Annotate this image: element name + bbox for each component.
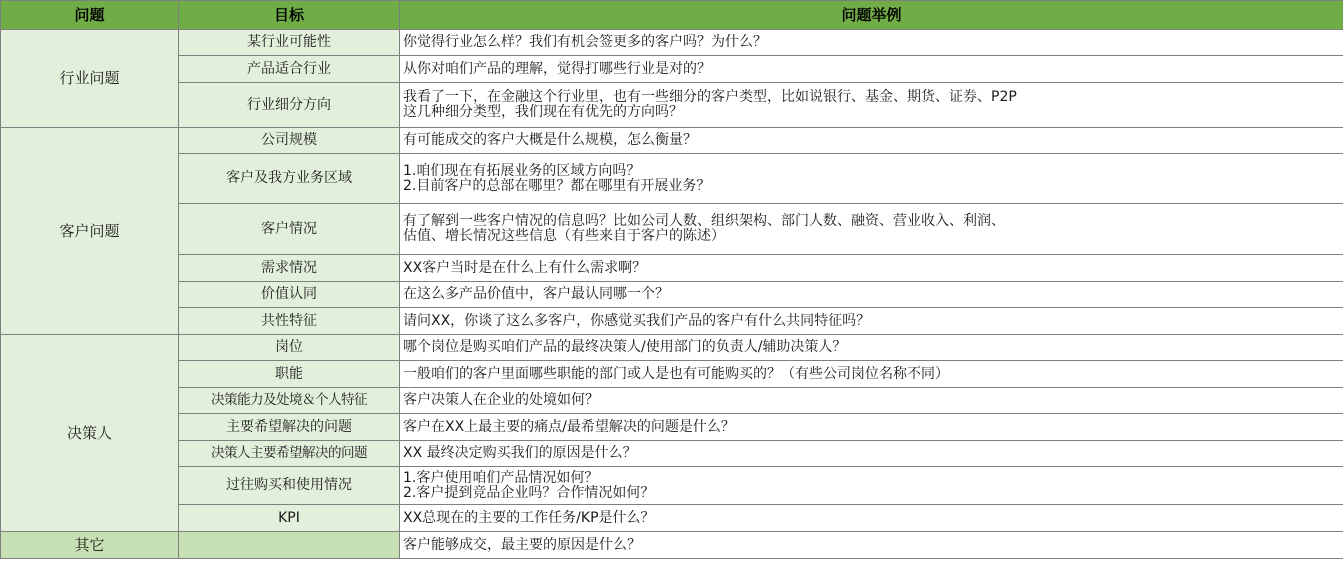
- question-cell: [400, 335, 1343, 361]
- goal-cell: 岗位: [179, 335, 400, 361]
- goal-cell: 决策能力及处境＆个人特征: [179, 388, 400, 414]
- goal-cell: 客户及我方业务区域: [179, 154, 400, 204]
- category-cell: 行业问题: [1, 30, 179, 128]
- question-line: 1.客户使用咱们产品情况如何？: [403, 469, 599, 486]
- question-cell: [400, 128, 1343, 154]
- table-row: [1, 154, 1343, 204]
- question-line: 客户能够成交，最主要的原因是什么？: [403, 536, 641, 553]
- question-line: XX总现在的主要的工作任务/KP是什么？: [403, 509, 655, 526]
- question-line: 估值、增长情况这些信息（有些来自于客户的陈述）: [403, 228, 725, 244]
- goal-cell: 行业细分方向: [179, 83, 400, 128]
- goal-cell: 主要希望解决的问题: [179, 414, 400, 441]
- question-cell: [400, 204, 1343, 255]
- question-cell: [400, 441, 1343, 467]
- goal-cell: 某行业可能性: [179, 30, 400, 56]
- table-row: [1, 335, 1343, 361]
- question-line: 2.目前客户的总部在哪里？都在哪里有开展业务？: [403, 177, 711, 194]
- table-row: [1, 441, 1343, 467]
- header-goal: 目标: [179, 1, 400, 30]
- goal-cell: 公司规模: [179, 128, 400, 154]
- question-cell: [400, 361, 1343, 388]
- table-row: [1, 30, 1343, 56]
- question-line: 一般咱们的客户里面哪些职能的部门或人是也有可能购买的？（有些公司岗位名称不同）: [403, 365, 949, 382]
- question-line: 请问XX，你谈了这么多客户，你感觉买我们产品的客户有什么共同特征吗？: [403, 312, 871, 329]
- question-line: 2.客户提到竞品企业吗？合作情况如何？: [403, 484, 655, 501]
- question-line: XX客户当时是在什么上有什么需求啊？: [403, 259, 647, 276]
- goal-cell: 产品适合行业: [179, 56, 400, 83]
- question-cell: [400, 388, 1343, 414]
- question-cell: [400, 505, 1343, 532]
- question-line: 这几种细分类型，我们现在有优先的方向吗？: [403, 104, 683, 120]
- goal-cell: 价值认同: [179, 282, 400, 308]
- table-row: [1, 128, 1343, 154]
- table-row: [1, 505, 1343, 532]
- table-row: [1, 467, 1343, 505]
- question-cell: [400, 532, 1343, 559]
- goal-cell: 过往购买和使用情况: [179, 467, 400, 505]
- category-cell: 决策人: [1, 335, 179, 532]
- question-line: 有可能成交的客户大概是什么规模，怎么衡量？: [403, 132, 697, 148]
- question-cell: [400, 467, 1343, 505]
- question-line: 你觉得行业怎么样？我们有机会签更多的客户吗？为什么？: [403, 34, 767, 50]
- table-row: [1, 388, 1343, 414]
- question-cell: [400, 255, 1343, 282]
- question-cell: [400, 282, 1343, 308]
- question-line: 1.咱们现在有拓展业务的区域方向吗？: [403, 162, 641, 179]
- goal-cell: 职能: [179, 361, 400, 388]
- table-row: [1, 532, 1343, 559]
- table-row: [1, 414, 1343, 441]
- goal-cell: 共性特征: [179, 308, 400, 335]
- table-row: [1, 361, 1343, 388]
- table-row: [1, 282, 1343, 308]
- table-row: [1, 308, 1343, 335]
- goal-cell: 需求情况: [179, 255, 400, 282]
- table-row: [1, 56, 1343, 83]
- goal-cell: 客户情况: [179, 204, 400, 255]
- question-line: 从你对咱们产品的理解，觉得打哪些行业是对的？: [403, 60, 711, 77]
- header-category: 问题: [1, 1, 179, 30]
- goal-cell: 决策人主要希望解决的问题: [179, 441, 400, 467]
- table-row: [1, 204, 1343, 255]
- question-line: XX 最终决定购买我们的原因是什么？: [403, 445, 637, 461]
- goal-cell: [179, 532, 400, 559]
- question-cell: [400, 83, 1343, 128]
- header-row: [1, 1, 1343, 30]
- goal-cell: KPI: [179, 505, 400, 532]
- category-cell: 其它: [1, 532, 179, 559]
- question-line: 我看了一下，在金融这个行业里，也有一些细分的客户类型，比如说银行、基金、期货、证券、P2P: [403, 89, 1017, 105]
- question-cell: [400, 154, 1343, 204]
- question-cell: [400, 308, 1343, 335]
- question-line: 哪个岗位是购买咱们产品的最终决策人/使用部门的负责人/辅助决策人？: [403, 339, 847, 355]
- question-line: 客户决策人在企业的处境如何？: [403, 392, 599, 408]
- question-line: 在这么多产品价值中，客户最认同哪一个？: [403, 286, 669, 302]
- question-cell: [400, 414, 1343, 441]
- category-cell: 客户问题: [1, 128, 179, 335]
- question-cell: [400, 56, 1343, 83]
- table-row: [1, 83, 1343, 128]
- question-line: 客户在XX上最主要的痛点/最希望解决的问题是什么？: [403, 418, 735, 435]
- table-row: [1, 255, 1343, 282]
- question-line: 有了解到一些客户情况的信息吗？比如公司人数、组织架构、部门人数、融资、营业收入、利润、: [403, 213, 1005, 229]
- header-examples: 问题举例: [400, 1, 1343, 30]
- question-cell: [400, 30, 1343, 56]
